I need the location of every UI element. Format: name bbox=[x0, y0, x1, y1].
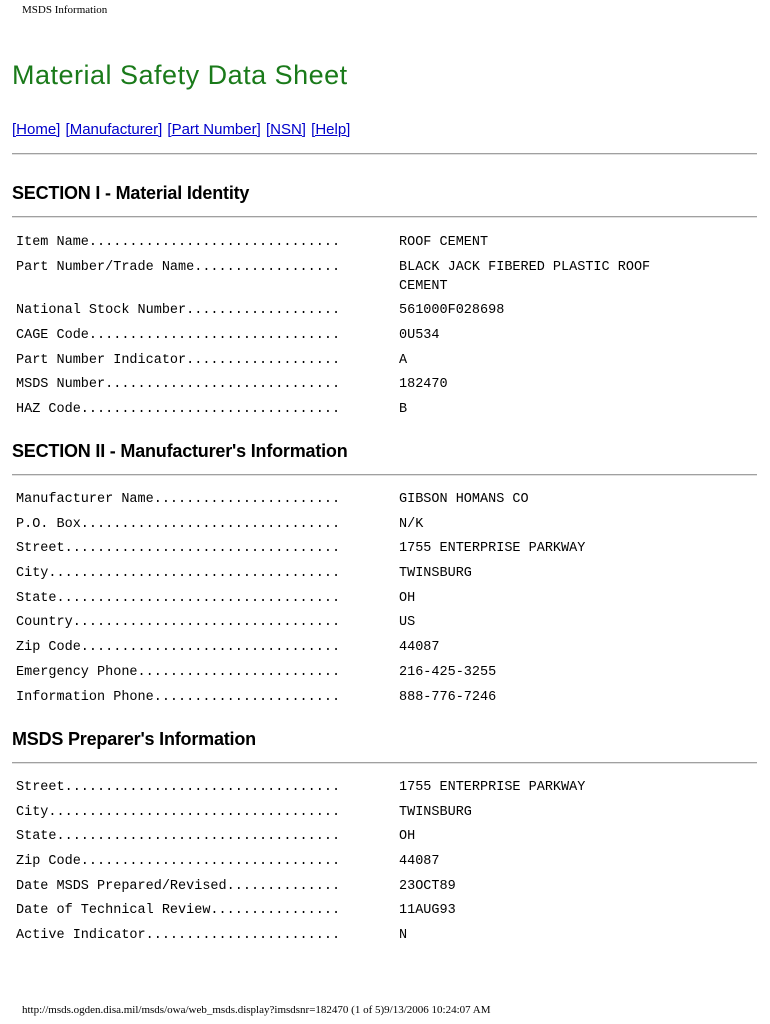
nav-part-number-link[interactable]: [Part Number] bbox=[167, 121, 261, 138]
divider bbox=[12, 762, 757, 764]
field-row bbox=[16, 490, 746, 509]
section-3-title: MSDS Preparer's Information bbox=[12, 729, 256, 749]
field-value: N bbox=[399, 928, 408, 944]
field-row bbox=[16, 613, 746, 632]
divider bbox=[12, 216, 757, 218]
field-label: HAZ Code................................ bbox=[16, 402, 341, 418]
field-label: Active Indicator........................ bbox=[16, 928, 341, 944]
field-value: 216-425-3255 bbox=[399, 664, 497, 680]
field-value: BLACK JACK FIBERED PLASTIC ROOF CEMENT bbox=[399, 259, 651, 294]
field-row bbox=[16, 301, 746, 320]
field-label: CAGE Code............................... bbox=[16, 328, 341, 344]
field-value: A bbox=[399, 352, 408, 368]
field-value: N/K bbox=[399, 516, 424, 532]
field-label: Manufacturer Name....................... bbox=[16, 492, 341, 507]
field-value: 11AUG93 bbox=[399, 903, 456, 919]
field-value: OH bbox=[399, 590, 416, 606]
page-title: Material Safety Data Sheet bbox=[12, 60, 348, 90]
field-label: Item Name............................... bbox=[16, 235, 341, 250]
field-value: US bbox=[399, 615, 416, 631]
field-value: 1755 ENTERPRISE PARKWAY bbox=[399, 780, 586, 795]
field-row bbox=[16, 400, 746, 419]
field-label: City.................................... bbox=[16, 566, 341, 582]
field-value: 561000F028698 bbox=[399, 303, 505, 319]
section-1-rows bbox=[16, 233, 746, 425]
section-2-rows bbox=[16, 490, 746, 712]
field-value: ROOF CEMENT bbox=[399, 235, 489, 250]
field-value: 44087 bbox=[399, 854, 440, 870]
field-value: 0U534 bbox=[399, 328, 440, 344]
field-value: 44087 bbox=[399, 640, 440, 656]
field-label: P.O. Box................................ bbox=[16, 516, 341, 532]
field-value: TWINSBURG bbox=[399, 804, 472, 820]
print-footer-url: http://msds.ogden.disa.mil/msds/owa/web_msds.display?imsdsnr=182470 (1 of 5)9/13/2006 10:24:07 AM bbox=[22, 1004, 491, 1016]
field-row bbox=[16, 351, 746, 370]
field-label: National Stock Number................... bbox=[16, 303, 341, 319]
field-label: Date MSDS Prepared/Revised.............. bbox=[16, 878, 341, 894]
field-value: 182470 bbox=[399, 377, 448, 393]
field-value: GIBSON HOMANS CO bbox=[399, 492, 529, 507]
field-label: State................................... bbox=[16, 590, 341, 606]
field-row bbox=[16, 803, 746, 822]
section-2-title: SECTION II - Manufacturer's Information bbox=[12, 441, 348, 461]
field-row bbox=[16, 233, 746, 252]
field-label: Date of Technical Review................ bbox=[16, 903, 341, 919]
field-value: TWINSBURG bbox=[399, 566, 472, 582]
field-value: OH bbox=[399, 829, 416, 845]
section-3-rows bbox=[16, 778, 746, 951]
nav-nsn-link[interactable]: [NSN] bbox=[265, 121, 306, 138]
field-row bbox=[16, 326, 746, 345]
field-row bbox=[16, 778, 746, 797]
field-label: Country................................. bbox=[16, 615, 341, 631]
section-1-title: SECTION I - Material Identity bbox=[12, 183, 250, 203]
field-row bbox=[16, 539, 746, 558]
field-row bbox=[16, 515, 746, 534]
field-row bbox=[16, 827, 746, 846]
field-label: State................................... bbox=[16, 829, 341, 845]
nav-manufacturer-link[interactable]: [Manufacturer] bbox=[65, 121, 163, 138]
field-label: Part Number Indicator................... bbox=[16, 352, 341, 368]
nav-links bbox=[12, 121, 351, 138]
field-value: 888-776-7246 bbox=[399, 689, 497, 705]
field-row bbox=[16, 663, 746, 682]
print-header: MSDS Information bbox=[22, 4, 108, 16]
field-label: Information Phone....................... bbox=[16, 689, 341, 705]
field-label: Street.................................. bbox=[16, 780, 341, 795]
nav-help-link[interactable]: [Help] bbox=[311, 121, 351, 138]
field-value: B bbox=[399, 402, 408, 418]
field-row bbox=[16, 258, 746, 296]
field-value: 23OCT89 bbox=[399, 878, 456, 894]
field-row bbox=[16, 901, 746, 920]
field-row bbox=[16, 926, 746, 945]
field-row bbox=[16, 589, 746, 608]
field-label: Street.................................. bbox=[16, 541, 341, 557]
field-row bbox=[16, 638, 746, 657]
field-value: 1755 ENTERPRISE PARKWAY bbox=[399, 541, 586, 557]
field-row bbox=[16, 375, 746, 394]
field-label: City.................................... bbox=[16, 804, 341, 820]
divider bbox=[12, 474, 757, 476]
field-row bbox=[16, 564, 746, 583]
field-label: Zip Code................................ bbox=[16, 854, 341, 870]
nav-home-link[interactable]: [Home] bbox=[12, 121, 61, 138]
field-row bbox=[16, 852, 746, 871]
field-row bbox=[16, 688, 746, 707]
field-label: MSDS Number............................. bbox=[16, 377, 341, 393]
field-label: Part Number/Trade Name.................. bbox=[16, 259, 341, 275]
field-label: Zip Code................................ bbox=[16, 640, 341, 656]
field-row bbox=[16, 877, 746, 896]
field-label: Emergency Phone......................... bbox=[16, 664, 341, 680]
divider bbox=[12, 153, 757, 155]
